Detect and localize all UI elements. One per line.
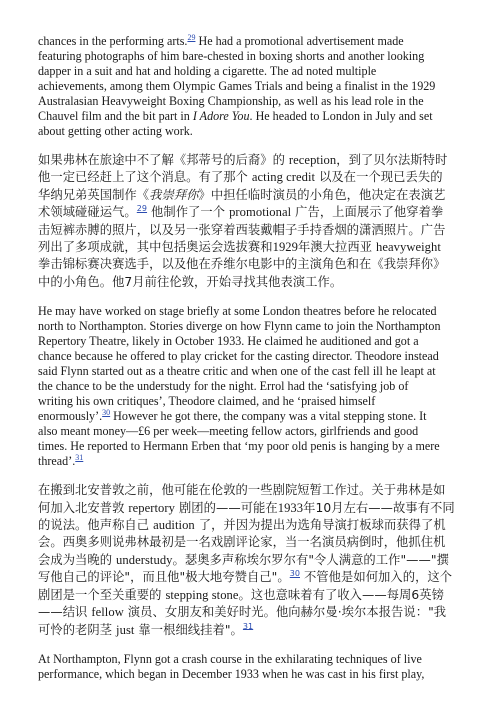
footnote-link[interactable]: 31 bbox=[242, 621, 254, 631]
text-line bbox=[38, 439, 486, 454]
text-line bbox=[38, 364, 486, 379]
text-line bbox=[38, 64, 486, 79]
text-line bbox=[38, 319, 486, 334]
text-segment: thread’. bbox=[38, 454, 76, 469]
text-segment: 。这也意味着有了收入——每周6英镑 bbox=[238, 587, 444, 602]
text-line bbox=[38, 94, 486, 109]
text-line bbox=[38, 49, 486, 64]
text-line bbox=[38, 652, 486, 667]
text-segment: 列出了多项成就，其中包括奥运会选拔赛和 bbox=[38, 240, 273, 255]
text-line bbox=[38, 187, 486, 204]
text-line bbox=[38, 239, 486, 256]
text-segment: north to Northampton. Stories diverge on how Flynn came to join the Northampton bbox=[38, 319, 441, 334]
untranslated-term: heavyweight bbox=[376, 240, 441, 255]
footnote-link[interactable]: 31 bbox=[75, 453, 84, 463]
text-segment: 》中担任临时演员的小角色，他决定在表演艺 bbox=[198, 187, 446, 202]
text-segment: 何加入北安普敦 bbox=[38, 500, 129, 515]
text-segment: 会。西奥多则说弗林最初是一名戏剧评论家，当一名演员病倒时，他抓住机 bbox=[38, 535, 446, 550]
english-paragraph bbox=[38, 652, 486, 682]
text-segment: enormously’. bbox=[38, 409, 103, 424]
text-line bbox=[38, 517, 486, 534]
untranslated-term: understudy bbox=[116, 552, 173, 567]
text-segment: chance because he offered to play cricket for the casting director. Theodore instead bbox=[38, 349, 439, 364]
text-line bbox=[38, 204, 486, 221]
text-segment: 中的小角色。他7月前往伦敦，开始寻找其他表演工作。 bbox=[38, 274, 343, 289]
untranslated-term: fellow bbox=[91, 605, 124, 620]
text-segment: 了，并因为提出为选角导演打板球而获得了机 bbox=[194, 518, 446, 533]
text-line bbox=[38, 569, 486, 586]
text-segment: 在搬到北安普敦之前，他可能在伦敦的一些剧院短暂工作过。关于弗林是如 bbox=[38, 483, 446, 498]
text-line bbox=[38, 334, 486, 349]
text-segment: 写他自己的评论"，而且他"极大地夸赞自己"。 bbox=[38, 570, 290, 585]
text-segment: writing his own critiques’, Theodore claimed, and he ‘praised himself bbox=[38, 394, 376, 409]
text-segment: 靠一根细线挂着"。 bbox=[134, 622, 243, 637]
text-segment: Chauvel film and the bit part in bbox=[38, 109, 193, 123]
text-line bbox=[38, 256, 486, 273]
text-line bbox=[38, 604, 486, 621]
text-segment: However he got there, the company was a vital stepping stone. It bbox=[110, 409, 427, 424]
footnote-link[interactable]: 30 bbox=[102, 408, 111, 418]
text-segment: performance, which began in December 1933 when he was cast in his first play, bbox=[38, 666, 425, 681]
text-line bbox=[38, 409, 486, 424]
text-segment: 术领域碰碰运气。 bbox=[38, 205, 137, 220]
text-segment: 剧团是一个至关重要的 bbox=[38, 587, 166, 602]
text-segment: 拳击锦标赛决赛选手，以及他在乔维尔电影中的主演角色和在《我崇拜你》 bbox=[38, 257, 446, 272]
text-segment: 击短裤赤膊的照片，以及另一张穿着西装戴帽子手持香烟的潇洒照片。广告 bbox=[38, 222, 446, 237]
text-line bbox=[38, 152, 486, 169]
text-segment: 。瑟奥多声称埃尔罗尔有"令人满意的工作"——"撰 bbox=[172, 552, 449, 567]
untranslated-term: reception bbox=[288, 153, 337, 167]
text-segment: ——结识 bbox=[38, 605, 92, 620]
text-line bbox=[38, 124, 486, 139]
untranslated-term: stepping stone bbox=[165, 587, 239, 602]
text-segment: Repertory Theatre, likely in October 1933. He claimed he auditioned and got a bbox=[38, 334, 419, 349]
footnote-link[interactable]: 30 bbox=[289, 569, 300, 579]
text-line bbox=[38, 394, 486, 409]
text-line bbox=[38, 622, 486, 639]
text-segment: ，到了贝尔法斯特时 bbox=[336, 153, 448, 167]
untranslated-term: repertory bbox=[128, 500, 175, 515]
text-line bbox=[38, 349, 486, 364]
text-line bbox=[38, 34, 486, 49]
text-line bbox=[38, 667, 486, 682]
text-segment: 可怜的老阴茎 bbox=[38, 622, 117, 637]
text-segment: 的说法。他声称自己 bbox=[38, 518, 154, 533]
text-line bbox=[38, 169, 486, 186]
text-segment: 年10月左右——故事有不同 bbox=[303, 500, 455, 515]
footnote-link[interactable]: 29 bbox=[136, 204, 148, 214]
text-line bbox=[38, 274, 486, 291]
text-line bbox=[38, 379, 486, 394]
english-paragraph bbox=[38, 304, 486, 469]
footnote-link[interactable]: 29 bbox=[187, 32, 196, 42]
text-segment: dapper in a suit and hat and holding a cigarette. The ad noted multiple bbox=[38, 64, 377, 78]
text-segment: 广告，上面展示了他穿着拳 bbox=[291, 205, 444, 220]
italic-title: 我崇拜你 bbox=[149, 187, 199, 202]
text-segment: also meant money—£6 per week—meeting fellow actors, girlfriends and good bbox=[38, 424, 419, 439]
text-segment: Australasian Heavyweight Boxing Championship, as well as his lead role in the bbox=[38, 94, 424, 108]
italic-title: I Adore You bbox=[192, 109, 250, 123]
text-segment: At Northampton, Flynn got a crash course in the exhilarating techniques of live bbox=[38, 651, 422, 666]
text-segment: 不管他是如何加入的，这个 bbox=[300, 570, 453, 585]
text-line bbox=[38, 424, 486, 439]
text-segment: 他制作了一个 bbox=[147, 205, 230, 220]
untranslated-term: just bbox=[116, 622, 135, 637]
chinese-paragraph bbox=[38, 482, 486, 639]
text-segment: 剧团的——可能在 bbox=[175, 500, 278, 515]
text-line bbox=[38, 500, 486, 517]
english-paragraph bbox=[38, 34, 486, 139]
text-segment: said Flynn started out as a theatre critic and when one of the cast fell ill he leapt at bbox=[38, 364, 436, 379]
text-line bbox=[38, 109, 486, 124]
untranslated-term: acting credit bbox=[251, 170, 316, 185]
text-segment: chances in the performing arts. bbox=[38, 34, 188, 48]
untranslated-term: promotional bbox=[229, 205, 292, 220]
text-segment: times. He reported to Hermann Erben that ‘my poor old penis is hanging by a mere bbox=[38, 439, 440, 454]
text-segment: He had a promotional advertisement made bbox=[195, 34, 404, 48]
text-segment: 以及在一个现已丢失的 bbox=[315, 170, 443, 185]
text-line bbox=[38, 304, 486, 319]
text-line bbox=[38, 534, 486, 551]
text-segment: featuring photographs of him bare-chested in boxing shorts and another looking bbox=[38, 49, 425, 63]
text-segment: 会成为当晚的 bbox=[38, 552, 117, 567]
untranslated-term: 1933 bbox=[277, 500, 304, 515]
text-line bbox=[38, 454, 486, 469]
untranslated-term: audition bbox=[153, 518, 195, 533]
text-line bbox=[38, 222, 486, 239]
text-segment: 如果弗林在旅途中不了解《邦蒂号的后裔》的 bbox=[38, 153, 289, 167]
text-segment: 他一定已经赶上了这个消息。有了那个 bbox=[38, 170, 252, 185]
text-line bbox=[38, 552, 486, 569]
text-segment: about getting other acting work. bbox=[38, 124, 193, 138]
text-segment: the chance to be the understudy for the night. Errol had the ‘satisfying job of bbox=[38, 379, 409, 394]
untranslated-term: 1929 bbox=[272, 240, 298, 255]
text-segment: achievements, among them Olympic Games Trials and being a finalist in the 1929 bbox=[38, 79, 436, 93]
chinese-paragraph bbox=[38, 152, 486, 291]
text-segment: 年澳大拉西亚 bbox=[297, 240, 377, 255]
text-segment: 演员、女朋友和美好时光。他向赫尔曼·埃尔本报告说："我 bbox=[123, 605, 447, 620]
text-line bbox=[38, 482, 486, 499]
text-segment: He may have worked on stage briefly at some London theatres before he relocated bbox=[38, 304, 437, 319]
text-segment: . He headed to London in July and set bbox=[249, 109, 433, 123]
text-line bbox=[38, 587, 486, 604]
text-segment: 华纳兄弟英国制作《 bbox=[38, 187, 150, 202]
text-line bbox=[38, 79, 486, 94]
